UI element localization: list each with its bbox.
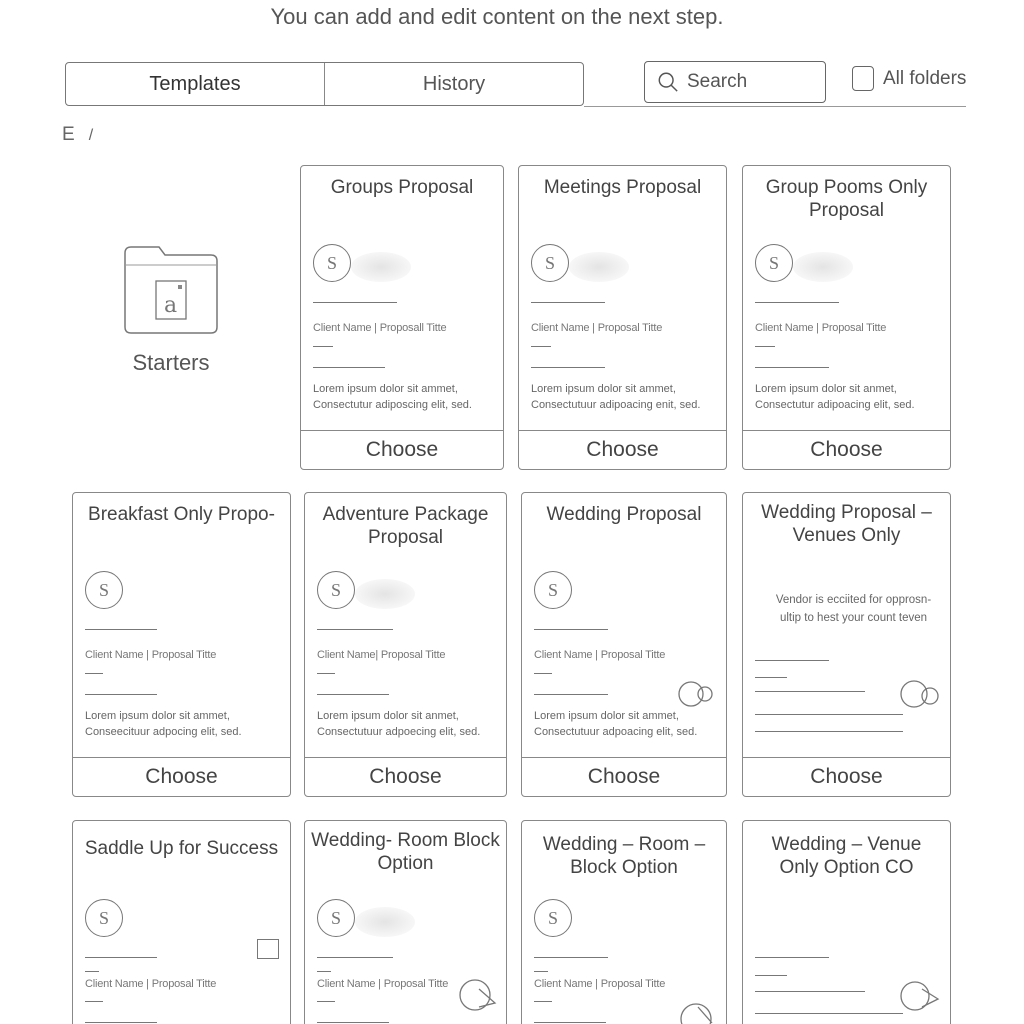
- placeholder-line: [755, 975, 787, 976]
- choose-button[interactable]: Choose: [743, 430, 950, 469]
- placeholder-line: [534, 957, 608, 958]
- starters-folder[interactable]: [115, 245, 227, 376]
- svg-text:a: a: [164, 293, 178, 318]
- brand-logo-icon: S: [755, 244, 793, 282]
- lorem-line: Lorem ipsum dolor sit ammet,: [531, 383, 676, 395]
- client-proposal-meta: Client Name | Proposal Titte: [534, 649, 666, 661]
- choose-button[interactable]: Choose: [522, 757, 726, 796]
- placeholder-line: [755, 302, 839, 303]
- placeholder-line: [317, 1022, 389, 1023]
- lorem-line: Lorem ipsum dolor sit ammet,: [313, 383, 458, 395]
- choose-button[interactable]: Choose: [301, 430, 503, 469]
- placeholder-line: [755, 346, 775, 347]
- placeholder-line: [317, 694, 389, 695]
- placeholder-line: [531, 367, 605, 368]
- tab-bar: [65, 62, 584, 106]
- placeholder-line: [755, 991, 865, 992]
- breadcrumb-separator: /: [88, 127, 94, 144]
- placeholder-line: [534, 629, 608, 630]
- placeholder-line: [755, 677, 787, 678]
- placeholder-line: [755, 691, 865, 692]
- lorem-line: Conseecituur adpocing elit, sed.: [85, 726, 242, 738]
- brand-logo-icon: S: [531, 244, 569, 282]
- card-title: Group Pooms Only Proposal: [765, 177, 928, 221]
- ring-icon: [898, 979, 942, 1013]
- search-icon: [657, 71, 679, 93]
- blurred-logo-text: [355, 907, 415, 937]
- choose-button[interactable]: Choose: [519, 430, 726, 469]
- placeholder-line: [85, 1001, 103, 1002]
- placeholder-line: [85, 971, 99, 972]
- template-card[interactable]: [521, 820, 727, 1024]
- brand-logo-icon: S: [534, 899, 572, 937]
- vendor-text: Vendor is ecciited for opprosn-: [775, 594, 932, 606]
- choose-button[interactable]: Choose: [305, 757, 506, 796]
- placeholder-line: [317, 629, 393, 630]
- all-folders-toggle[interactable]: [852, 66, 966, 91]
- ring-icon: [677, 679, 717, 709]
- template-card[interactable]: [72, 492, 291, 797]
- card-title: Wedding – Room – Block Option: [542, 834, 706, 878]
- blurred-logo-text: [569, 252, 629, 282]
- template-card[interactable]: [300, 165, 504, 470]
- placeholder-line: [313, 346, 333, 347]
- placeholder-line: [755, 731, 903, 732]
- ring-icon: [898, 679, 946, 709]
- vendor-text: ultip to hest your count teven: [779, 612, 928, 624]
- tab-templates[interactable]: Templates: [149, 72, 241, 95]
- client-proposal-meta: Client Name | Proposal Titte: [317, 978, 449, 990]
- placeholder-line: [313, 367, 385, 368]
- brand-logo-icon: S: [85, 571, 123, 609]
- template-card[interactable]: [304, 492, 507, 797]
- header-divider: [584, 106, 966, 107]
- template-card[interactable]: [518, 165, 727, 470]
- client-proposal-meta: Client Name| Proposal Titte: [317, 649, 446, 661]
- all-folders-checkbox[interactable]: [852, 66, 874, 91]
- card-title: Adventure Package Proposal: [322, 504, 489, 548]
- lorem-line: Consectutuur adpoacing elit, sed.: [534, 726, 698, 738]
- template-card[interactable]: [72, 820, 291, 1024]
- placeholder-line: [534, 971, 548, 972]
- tab-history[interactable]: History: [324, 63, 583, 105]
- card-title: Groups Proposal: [330, 177, 474, 198]
- brand-logo-icon: S: [534, 571, 572, 609]
- search-box[interactable]: [644, 61, 826, 103]
- placeholder-line: [534, 1022, 606, 1023]
- ring-icon: [678, 1001, 718, 1024]
- lorem-line: Lorem ipsum dolor sit ammet,: [85, 710, 230, 722]
- card-title: Wedding – Venue Only Option CO: [771, 834, 922, 878]
- lorem-line: Lorem ipsum dolor sit anmet,: [317, 710, 459, 722]
- placeholder-line: [85, 673, 103, 674]
- placeholder-line: [534, 1001, 552, 1002]
- template-card[interactable]: [742, 820, 951, 1024]
- placeholder-line: [317, 673, 335, 674]
- placeholder-line: [755, 957, 829, 958]
- ring-icon: [457, 977, 499, 1013]
- brand-logo-icon: S: [317, 571, 355, 609]
- template-card[interactable]: [521, 492, 727, 797]
- card-title: Breakfast Only Propo-: [88, 504, 275, 525]
- placeholder-line: [313, 302, 397, 303]
- client-proposal-meta: Client Name | Proposal Titte: [534, 978, 666, 990]
- card-title: Wedding Proposal: [546, 504, 702, 525]
- placeholder-line: [531, 302, 605, 303]
- placeholder-line: [85, 1022, 157, 1023]
- template-card[interactable]: [742, 165, 951, 470]
- template-card[interactable]: [742, 492, 951, 797]
- client-proposal-meta: Client Name | Proposal Titte: [531, 322, 663, 334]
- card-title: Wedding- Room Block Option: [311, 830, 500, 874]
- template-card[interactable]: [304, 820, 507, 1024]
- brand-logo-icon: S: [85, 899, 123, 937]
- client-proposal-meta: Client Name | Proposal Titte: [85, 978, 217, 990]
- placeholder-line: [755, 367, 829, 368]
- lorem-line: Lorem ipsum dolor sit ammet,: [534, 710, 679, 722]
- lorem-line: Consectutuur adipoacing enit, sed.: [531, 399, 701, 411]
- client-proposal-meta: Client Name | Proposal Titte: [85, 649, 217, 661]
- starters-label: Starters: [132, 350, 210, 375]
- blurred-logo-text: [793, 252, 853, 282]
- brand-logo-icon: S: [313, 244, 351, 282]
- all-folders-label: All folders: [883, 67, 967, 89]
- placeholder-line: [317, 1001, 335, 1002]
- client-proposal-meta: Client Name | Proposall Titte: [313, 322, 447, 334]
- card-title: Saddle Up for Success: [84, 838, 279, 859]
- folder-icon: [123, 245, 219, 335]
- placeholder-line: [85, 694, 157, 695]
- square-icon: [257, 939, 279, 959]
- brand-logo-icon: S: [317, 899, 355, 937]
- placeholder-line: [317, 971, 331, 972]
- blurred-logo-text: [355, 579, 415, 609]
- placeholder-line: [531, 346, 551, 347]
- lorem-line: Consectutur adiposcing elit, sed.: [313, 399, 472, 411]
- placeholder-line: [534, 694, 608, 695]
- breadcrumb: [62, 124, 93, 146]
- breadcrumb-root[interactable]: E: [62, 124, 75, 145]
- placeholder-line: [755, 660, 829, 661]
- placeholder-line: [317, 957, 393, 958]
- search-input[interactable]: [687, 71, 817, 93]
- placeholder-line: [85, 957, 157, 958]
- lorem-line: Lorem ipsum dolor sit anmet,: [755, 383, 897, 395]
- card-title: Meetings Proposal: [543, 177, 702, 198]
- placeholder-line: [755, 714, 903, 715]
- placeholder-line: [755, 1013, 903, 1014]
- placeholder-line: [534, 673, 552, 674]
- lorem-line: Consectutuur adpoecing elit, sed.: [317, 726, 481, 738]
- choose-button[interactable]: Choose: [73, 757, 290, 796]
- choose-button[interactable]: Choose: [743, 757, 950, 796]
- lorem-line: Consectutur adipoacing elit, sed.: [755, 399, 915, 411]
- card-title: Wedding Proposal – Venues Only: [761, 502, 932, 546]
- intro-text: You can add and edit content on the next step.: [270, 4, 724, 29]
- blurred-logo-text: [351, 252, 411, 282]
- client-proposal-meta: Client Name | Proposal Titte: [755, 322, 887, 334]
- placeholder-line: [85, 629, 157, 630]
